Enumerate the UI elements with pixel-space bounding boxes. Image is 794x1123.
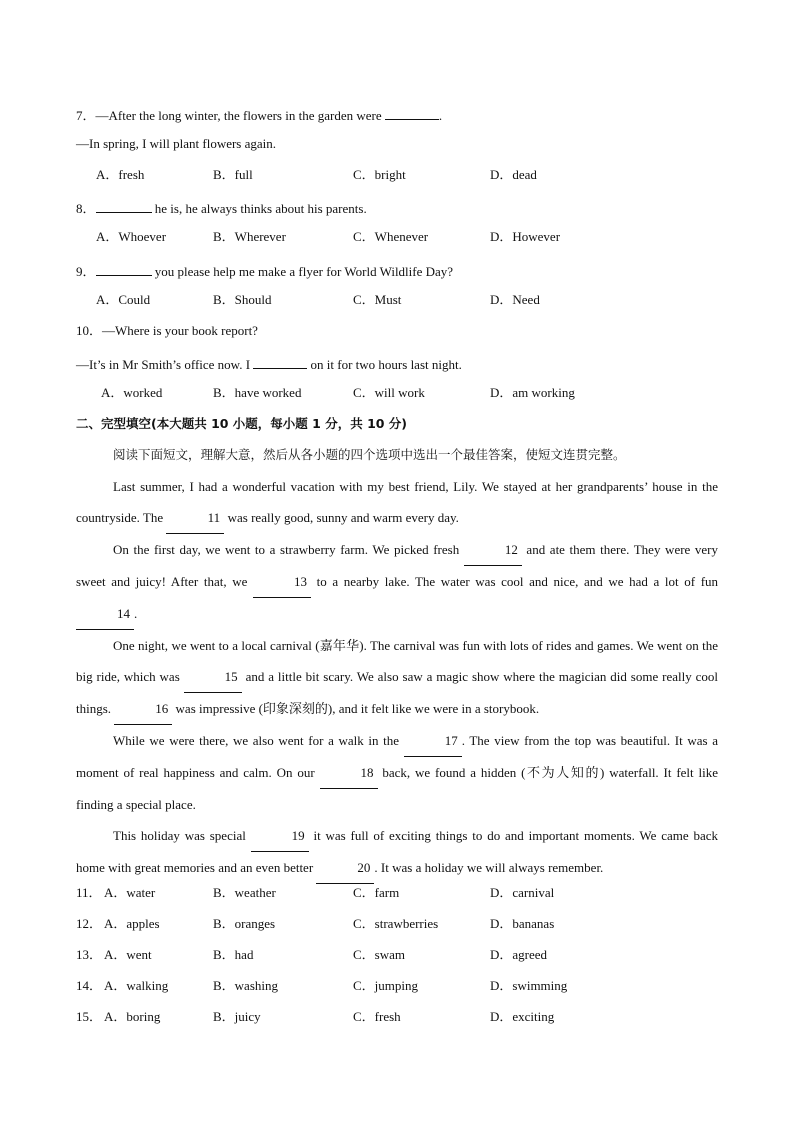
option-a: A．worked (101, 385, 163, 400)
blank-20: 20 (316, 852, 374, 884)
question-number: 11． (76, 885, 102, 900)
option-b: B．have worked (213, 385, 302, 400)
answer-blank (253, 353, 307, 369)
option-d: D．agreed (490, 947, 548, 962)
question-7-reply: —In spring, I will plant flowers again. (76, 136, 277, 151)
option-d: D．bananas (490, 916, 555, 931)
blank-18: 18 (320, 757, 378, 789)
option-c: C．bright (353, 167, 406, 182)
option-a: A．Whoever (96, 229, 167, 244)
option-b: B．juicy (213, 1009, 261, 1024)
option-b: B．had (213, 947, 254, 962)
option-d: D．carnival (490, 885, 555, 900)
option-b: B．oranges (213, 916, 276, 931)
option-a: A．Could (96, 292, 151, 307)
option-d: D．Need (490, 292, 540, 307)
option-a: A．water (104, 885, 156, 900)
option-d: D．swimming (490, 978, 568, 993)
question-number: 12． (76, 916, 103, 931)
question-number: 13． (76, 947, 103, 962)
option-d: D．dead (490, 167, 537, 182)
passage-paragraph: While we were there, we also went for a walk in the 17 . The view from the top was beautiful. It was a moment of real happiness and calm. On our 18 back, we found a hidden (不为人知的) waterfall. It felt like finding a special place. (76, 725, 718, 820)
option-d: D．However (490, 229, 561, 244)
option-c: C．farm (353, 885, 400, 900)
cloze-passage (76, 471, 718, 884)
blank-17: 17 (404, 725, 462, 757)
option-b: B．Should (213, 292, 272, 307)
option-d: D．am working (490, 385, 575, 400)
option-a: A．boring (104, 1009, 161, 1024)
blank-11: 11 (166, 502, 224, 534)
option-b: B．full (213, 167, 253, 182)
question-7-stem: 7．—After the long winter, the flowers in the garden were . (76, 104, 442, 125)
blank-16: 16 (114, 693, 172, 725)
blank-15: 15 (184, 661, 242, 693)
question-8-stem: 8． he is, he always thinks about his parents. (76, 197, 367, 218)
blank-13: 13 (253, 566, 311, 598)
question-number: 15． (76, 1009, 103, 1024)
question-10-stem: 10．—Where is your book report? (76, 323, 258, 338)
option-c: C．will work (353, 385, 425, 400)
option-d: D．exciting (490, 1009, 555, 1024)
option-a: A．apples (104, 916, 160, 931)
blank-14: 14 (76, 598, 134, 630)
option-c: C．strawberries (353, 916, 439, 931)
option-a: A．fresh (96, 167, 145, 182)
option-b: B．washing (213, 978, 279, 993)
option-c: C．jumping (353, 978, 419, 993)
blank-19: 19 (251, 820, 309, 852)
passage-paragraph: Last summer, I had a wonderful vacation with my best friend, Lily. We stayed at her grandparents’ house in the countryside. The 11 was really good, sunny and warm every day. (76, 471, 718, 534)
question-10-reply: —It’s in Mr Smith’s office now. I on it for two hours last night. (76, 353, 462, 374)
option-c: C．Must (353, 292, 402, 307)
option-b: B．weather (213, 885, 276, 900)
option-c: C．swam (353, 947, 406, 962)
option-c: C．fresh (353, 1009, 401, 1024)
passage-paragraph: This holiday was special 19 it was full of exciting things to do and important moments. We came back home with great memories and an even better 20 . It was a holiday we will always remember. (76, 820, 718, 884)
section-instruction: 阅读下面短文，理解大意，然后从各小题的四个选项中选出一个最佳答案，使短文连贯完整。 (113, 447, 626, 462)
answer-blank (96, 260, 152, 276)
question-number: 14． (76, 978, 103, 993)
option-c: C．Whenever (353, 229, 429, 244)
blank-12: 12 (464, 534, 522, 566)
option-a: A．walking (104, 978, 169, 993)
question-9-stem: 9． you please help me make a flyer for World Wildlife Day? (76, 260, 453, 281)
section-title: 二、完型填空(本大题共 10 小题，每小题 1 分，共 10 分) (76, 416, 408, 431)
answer-blank (96, 197, 152, 213)
answer-blank (385, 104, 439, 120)
passage-paragraph: On the first day, we went to a strawberry farm. We picked fresh 12 and ate them there. They were very sweet and juicy! After that, we 13 to a nearby lake. The water was cool and nice, and we had a lot of fun 14 . (76, 534, 718, 630)
option-a: A．went (104, 947, 152, 962)
passage-paragraph: One night, we went to a local carnival (嘉年华). The carnival was fun with lots of rides and games. We went on the big ride, which was 15 and a little bit scary. We also saw a magic show where the magician did some really cool things. 16 was impressive (印象深刻的), and it felt like we were in a storybook. (76, 630, 718, 725)
option-b: B．Wherever (213, 229, 286, 244)
